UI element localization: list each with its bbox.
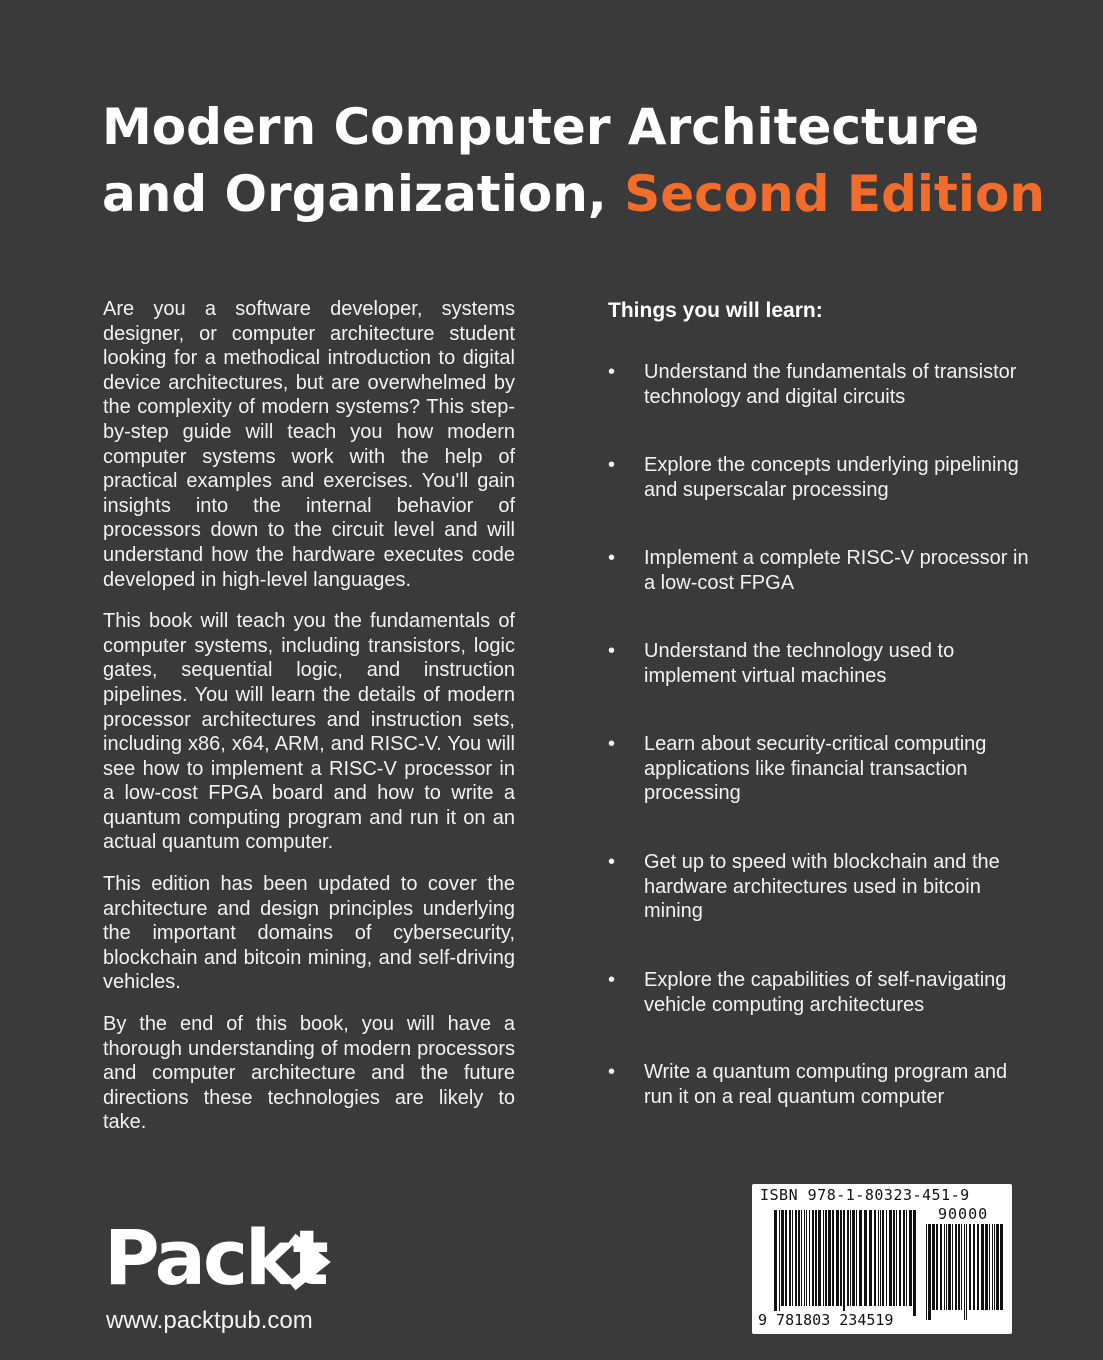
barcode-bar bbox=[989, 1224, 990, 1310]
barcode-bar bbox=[936, 1224, 938, 1310]
barcode-bar bbox=[804, 1210, 805, 1306]
barcode-bar bbox=[992, 1224, 993, 1310]
bullet-icon: • bbox=[608, 454, 616, 476]
barcode-bar bbox=[896, 1210, 897, 1306]
bullet-icon: • bbox=[608, 547, 616, 569]
isbn-text: ISBN 978-1-80323-451-9 bbox=[760, 1186, 970, 1204]
barcode-bar bbox=[847, 1210, 849, 1306]
bullet-icon: • bbox=[608, 851, 616, 873]
barcode-bar bbox=[823, 1210, 824, 1306]
barcode-bar bbox=[812, 1210, 814, 1306]
barcode-bar bbox=[909, 1210, 912, 1306]
barcode-bar bbox=[818, 1210, 821, 1306]
barcode-bar bbox=[789, 1210, 791, 1306]
learn-item-text: Understand the technology used to implement virtual machines bbox=[644, 640, 955, 687]
barcode-bar bbox=[893, 1210, 895, 1306]
barcode-bar bbox=[926, 1224, 927, 1320]
barcode-bar bbox=[856, 1210, 857, 1306]
barcode-bar bbox=[946, 1224, 947, 1310]
barcode-bar bbox=[774, 1210, 777, 1316]
barcode-bar bbox=[964, 1224, 965, 1320]
bullet-icon: • bbox=[608, 361, 616, 383]
description-paragraph: By the end of this book, you will have a thorough understanding of modern processors and computer architecture and the future directions these technologies are likely to take. bbox=[103, 1013, 515, 1134]
barcode-bar bbox=[843, 1210, 845, 1316]
title-line-2-prefix: and Organization, bbox=[102, 165, 625, 223]
barcode-bar bbox=[886, 1210, 887, 1306]
barcode-addon-bars bbox=[926, 1224, 1006, 1320]
barcode-bar bbox=[961, 1224, 962, 1310]
barcode-bar bbox=[806, 1210, 807, 1306]
barcode-bar bbox=[836, 1210, 839, 1306]
barcode-bars bbox=[774, 1210, 916, 1316]
barcode-bar bbox=[958, 1224, 960, 1310]
learn-item-text: Understand the fundamentals of transistor technology and digital circuits bbox=[644, 361, 1017, 408]
barcode-bar bbox=[795, 1210, 797, 1306]
barcode-bar bbox=[850, 1210, 851, 1306]
learn-item-text: Explore the concepts underlying pipelining and superscalar processing bbox=[644, 454, 1019, 501]
barcode-bar bbox=[948, 1224, 951, 1310]
bullet-icon: • bbox=[608, 640, 616, 662]
barcode-bar bbox=[973, 1224, 975, 1310]
description-paragraph: This book will teach you the fundamentals of computer systems, including transistors, logic gates, sequential logic, and instruction pipelines. You will learn the details of modern processor architectures and instruction sets, including x86, x64, ARM, and RISC-V. You will see how to implement a RISC-V processor in a low-cost FPGA board and how to write a quantum computing program and run it on an actual quantum computer. bbox=[103, 610, 515, 854]
packt-logo bbox=[104, 1213, 334, 1302]
barcode-bar bbox=[903, 1210, 905, 1306]
barcode-bar bbox=[815, 1210, 817, 1306]
bullet-icon: • bbox=[608, 733, 616, 755]
barcode-bar bbox=[869, 1210, 872, 1306]
bullet-icon: • bbox=[608, 1061, 616, 1083]
book-title bbox=[102, 94, 1062, 228]
barcode-bar bbox=[801, 1210, 802, 1306]
barcode-bar bbox=[840, 1210, 842, 1306]
barcode-bar bbox=[779, 1210, 780, 1316]
barcode-bar bbox=[913, 1210, 916, 1316]
barcode-bar bbox=[928, 1224, 931, 1320]
barcode-bar bbox=[832, 1210, 834, 1306]
learning-outcomes bbox=[608, 297, 1038, 1108]
description-paragraph: This edition has been updated to cover the architecture and design principles underlying the important domains of cybersecurity, blockchain and bitcoin mining, and self-driving vehicles. bbox=[103, 873, 515, 994]
barcode-bar bbox=[966, 1224, 967, 1320]
barcode-bar bbox=[798, 1210, 800, 1306]
barcode-bar bbox=[906, 1210, 907, 1306]
barcode-bar bbox=[828, 1210, 831, 1306]
logo-text: Packt bbox=[104, 1213, 326, 1302]
barcode-bar bbox=[781, 1210, 784, 1306]
learn-item-text: Explore the capabilities of self-navigating vehicle computing architectures bbox=[644, 969, 1007, 1016]
barcode-bar bbox=[940, 1224, 942, 1310]
barcode-bar bbox=[969, 1224, 971, 1310]
barcode-bar bbox=[1000, 1224, 1003, 1310]
learn-heading: Things you will learn: bbox=[608, 299, 823, 322]
barcode-bar bbox=[874, 1210, 876, 1306]
barcode-bar bbox=[882, 1210, 884, 1306]
barcode-bar bbox=[852, 1210, 855, 1306]
barcode-bar bbox=[880, 1210, 881, 1306]
isbn-barcode bbox=[752, 1184, 1012, 1334]
barcode-bar bbox=[981, 1224, 984, 1310]
barcode-bar bbox=[955, 1224, 957, 1310]
description bbox=[103, 297, 515, 1152]
learn-item-text: Write a quantum computing program and run it on a real quantum computer bbox=[644, 1061, 1008, 1108]
barcode-bar bbox=[985, 1224, 988, 1310]
barcode-bar bbox=[944, 1224, 945, 1310]
barcode-bar bbox=[878, 1210, 879, 1306]
publisher-url: www.packtpub.com bbox=[106, 1307, 313, 1334]
learn-item-text: Implement a complete RISC-V processor in a low-cost FPGA bbox=[644, 547, 1029, 594]
barcode-bar bbox=[859, 1210, 862, 1306]
barcode-bar bbox=[899, 1210, 901, 1306]
title-line-1: Modern Computer Architecture bbox=[102, 98, 980, 156]
bullet-icon: • bbox=[608, 969, 616, 991]
ean-digits: 9 781803 234519 bbox=[758, 1311, 894, 1329]
barcode-bar bbox=[785, 1210, 787, 1306]
barcode-bar bbox=[864, 1210, 867, 1306]
barcode-bar bbox=[952, 1224, 953, 1310]
barcode-bar bbox=[889, 1210, 892, 1306]
barcode-bar bbox=[977, 1224, 979, 1310]
barcode-bar bbox=[809, 1210, 810, 1306]
learn-item-text: Get up to speed with blockchain and the hardware architectures used in bitcoin mining bbox=[644, 851, 1000, 923]
price-code: 90000 bbox=[938, 1205, 989, 1223]
barcode-bar bbox=[792, 1210, 793, 1306]
barcode-bar bbox=[996, 1224, 999, 1310]
barcode-bar bbox=[994, 1224, 995, 1310]
chevron-right-icon bbox=[286, 1232, 332, 1292]
barcode-bar bbox=[932, 1224, 935, 1310]
barcode-bar bbox=[825, 1210, 827, 1306]
description-paragraph: Are you a software developer, systems designer, or computer architecture student looking for a methodical introduction to digital device architectures, but are overwhelmed by the complexity of modern systems? This step-by-step guide will teach you how modern computer systems work with the help of practical examples and exercises. You'll gain insights into the internal behavior of processors down to the circuit level and will understand how the hardware executes code developed in high-level languages. bbox=[103, 298, 515, 591]
title-edition: Second Edition bbox=[624, 165, 1045, 223]
learn-item-text: Learn about security-critical computing applications like financial transaction processing bbox=[644, 733, 987, 805]
